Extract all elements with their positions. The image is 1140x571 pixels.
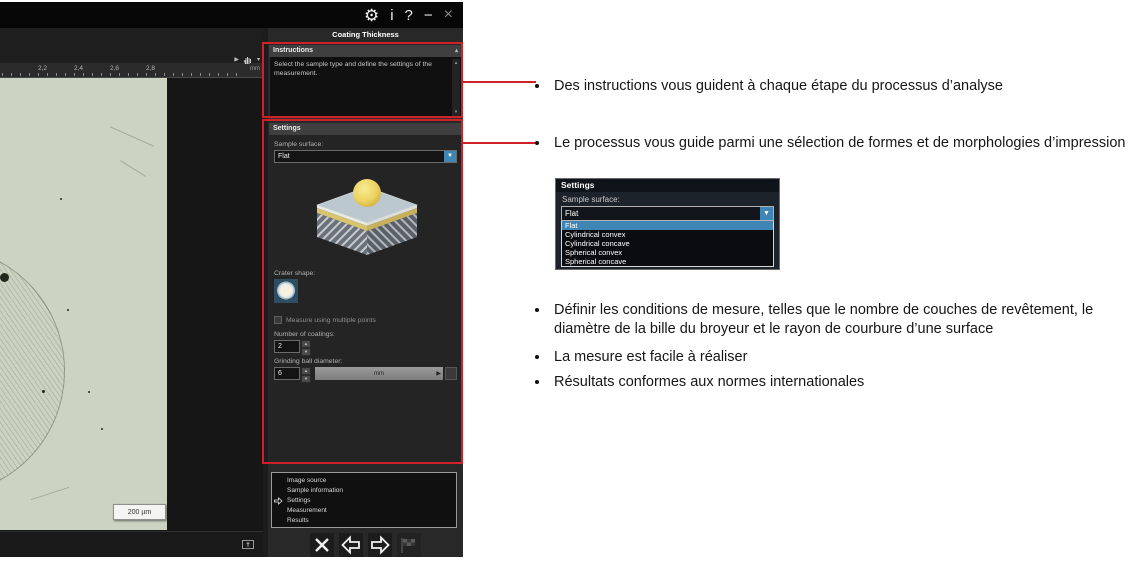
navigation-toolbar [268, 533, 463, 557]
workflow-step-image-source[interactable] [272, 476, 456, 486]
crater-shape-label: Crater shape: [274, 270, 316, 277]
ruler-tick-label: 2,4 [74, 65, 84, 72]
workflow-step-label: Sample information [287, 487, 343, 494]
crater-arc [0, 246, 65, 496]
finish-button[interactable] [397, 533, 421, 557]
instructions-callout-rect [262, 42, 463, 118]
minimize-icon[interactable]: − [423, 6, 433, 24]
workflow-steps-panel [271, 472, 457, 528]
bullet-text: Des instructions vous guident à chaque étape du processus d’analyse [554, 78, 1003, 94]
settings-header-label: Settings [273, 125, 301, 132]
bullet-easy-measure [535, 348, 1135, 367]
bullet-process-guide [535, 134, 1135, 153]
inset-settings-screenshot [556, 179, 779, 269]
workflow-step-label: Image source [287, 477, 327, 484]
step-up-icon[interactable]: ▲ [301, 367, 311, 375]
bullet-dot [535, 355, 539, 359]
bullet-measure-conditions [535, 301, 1135, 338]
ruler-tick-label: 2,8 [146, 65, 156, 72]
grinding-ball-diameter-label: Grinding ball diameter: [274, 358, 343, 365]
bullet-text: Résultats conformes aux normes internationales [554, 374, 865, 390]
number-of-coatings-label: Number of coatings: [274, 331, 335, 338]
speck [67, 309, 69, 311]
speck [88, 391, 90, 393]
callout-line-instructions [462, 81, 536, 83]
inset-option-spherical-convex[interactable]: Spherical convex [565, 248, 623, 257]
grinding-ball-diameter-field[interactable]: 6 [274, 367, 300, 380]
ruler-ticks [2, 73, 239, 76]
scratch [31, 487, 69, 500]
speck [60, 198, 62, 200]
inset-dropdown-options [561, 221, 774, 267]
speck [0, 273, 9, 282]
next-button[interactable] [368, 533, 392, 557]
next-arrow-icon [370, 535, 390, 555]
workflow-step-settings-current[interactable] [272, 496, 456, 506]
step-down-icon[interactable]: ▼ [301, 375, 311, 383]
measure-multiple-label: Measure using multiple points [286, 316, 376, 324]
bullet-dot [535, 308, 539, 312]
inset-option-flat[interactable]: Flat [562, 221, 773, 230]
workflow-step-label: Results [287, 517, 309, 524]
instructions-header-label: Instructions [273, 47, 314, 54]
image-viewer [0, 28, 263, 557]
workflow-step-results[interactable] [272, 516, 456, 526]
back-arrow-icon [341, 535, 361, 555]
hand-pan-icon[interactable] [243, 55, 253, 65]
current-step-arrow-icon [274, 497, 283, 505]
inset-option-cylindrical-convex[interactable]: Cylindrical convex [565, 230, 626, 239]
dropdown-caret-icon[interactable]: ▼ [444, 151, 456, 162]
settings-gear-icon[interactable]: ⚙ [363, 5, 380, 25]
grinding-ball-unit-label: mm [374, 370, 384, 377]
inset-dropdown-value: Flat [565, 209, 579, 218]
page-title: Coating Thickness [332, 30, 399, 39]
finish-flag-icon [399, 536, 419, 554]
play-icon[interactable]: ▶ [234, 57, 239, 63]
callout-line-settings [462, 142, 536, 144]
inset-option-cylindrical-concave[interactable]: Cylindrical concave [565, 239, 630, 248]
unit-right-arrow-icon[interactable]: ▶ [436, 371, 441, 377]
bullet-text: Définir les conditions de mesure, telles que le nombre de couches de revêtement, le diamètre de la bille du broyeur et le rayon de courbure d’une surface [554, 302, 1094, 337]
speck [42, 390, 45, 393]
inset-sample-surface-label: Sample surface: [562, 195, 620, 204]
step-up-icon[interactable]: ▲ [301, 340, 311, 348]
ruler-unit-label: mm [250, 66, 260, 72]
close-icon[interactable]: × [443, 6, 453, 23]
workflow-step-label: Measurement [287, 507, 327, 514]
settings-callout-rect [262, 119, 463, 464]
bullet-instructions [535, 77, 1135, 96]
help-icon[interactable]: ? [404, 6, 413, 24]
bullet-text: Le processus vous guide parmi une sélection de formes et de morphologies d’impression [554, 135, 1126, 151]
export-image-icon[interactable] [241, 539, 255, 551]
cancel-button[interactable] [310, 533, 334, 557]
instructions-text: Select the sample type and define the settings of the measurement. [270, 57, 461, 118]
ruler-tick-label: 2,2 [38, 65, 48, 72]
bullet-dot [535, 84, 539, 88]
scroll-down-icon[interactable]: ▾ [454, 109, 458, 115]
scratch [110, 126, 154, 146]
number-of-coatings-field[interactable]: 2 [274, 340, 300, 353]
ruler-tick-label: 2,6 [110, 65, 120, 72]
bullet-dot [535, 141, 539, 145]
horizontal-ruler [0, 64, 263, 78]
microscope-image[interactable] [0, 78, 167, 530]
scale-bar [113, 504, 166, 520]
scroll-up-icon[interactable]: ▴ [454, 60, 458, 66]
workflow-step-label: Settings [287, 497, 311, 504]
workflow-step-sample-information[interactable] [272, 486, 456, 496]
scratch [120, 160, 146, 177]
bullet-dot [535, 380, 539, 384]
bullet-standards [535, 373, 1135, 392]
cancel-x-icon [312, 535, 332, 555]
step-down-icon[interactable]: ▼ [301, 348, 311, 356]
chevron-down-icon[interactable]: ▾ [256, 57, 260, 63]
bullet-text: La mesure est facile à réaliser [554, 349, 748, 365]
sample-surface-value: Flat [278, 153, 290, 160]
scale-bar-label: 200 µm [127, 508, 152, 516]
back-button[interactable] [339, 533, 363, 557]
inset-sample-surface-dropdown[interactable] [561, 206, 774, 221]
sample-surface-label: Sample surface: [274, 141, 324, 148]
viewer-bottom-bar [0, 531, 263, 557]
workflow-step-measurement[interactable] [272, 506, 456, 516]
info-icon[interactable]: i [390, 6, 394, 24]
collapse-icon[interactable]: ▴ [454, 48, 458, 54]
inset-dropdown-caret-icon[interactable]: ▼ [760, 207, 773, 220]
viewer-top-strip [0, 28, 263, 64]
title-bar [0, 2, 463, 28]
speck [101, 428, 103, 430]
inset-option-spherical-concave[interactable]: Spherical concave [565, 257, 627, 266]
inset-settings-header: Settings [556, 179, 779, 192]
